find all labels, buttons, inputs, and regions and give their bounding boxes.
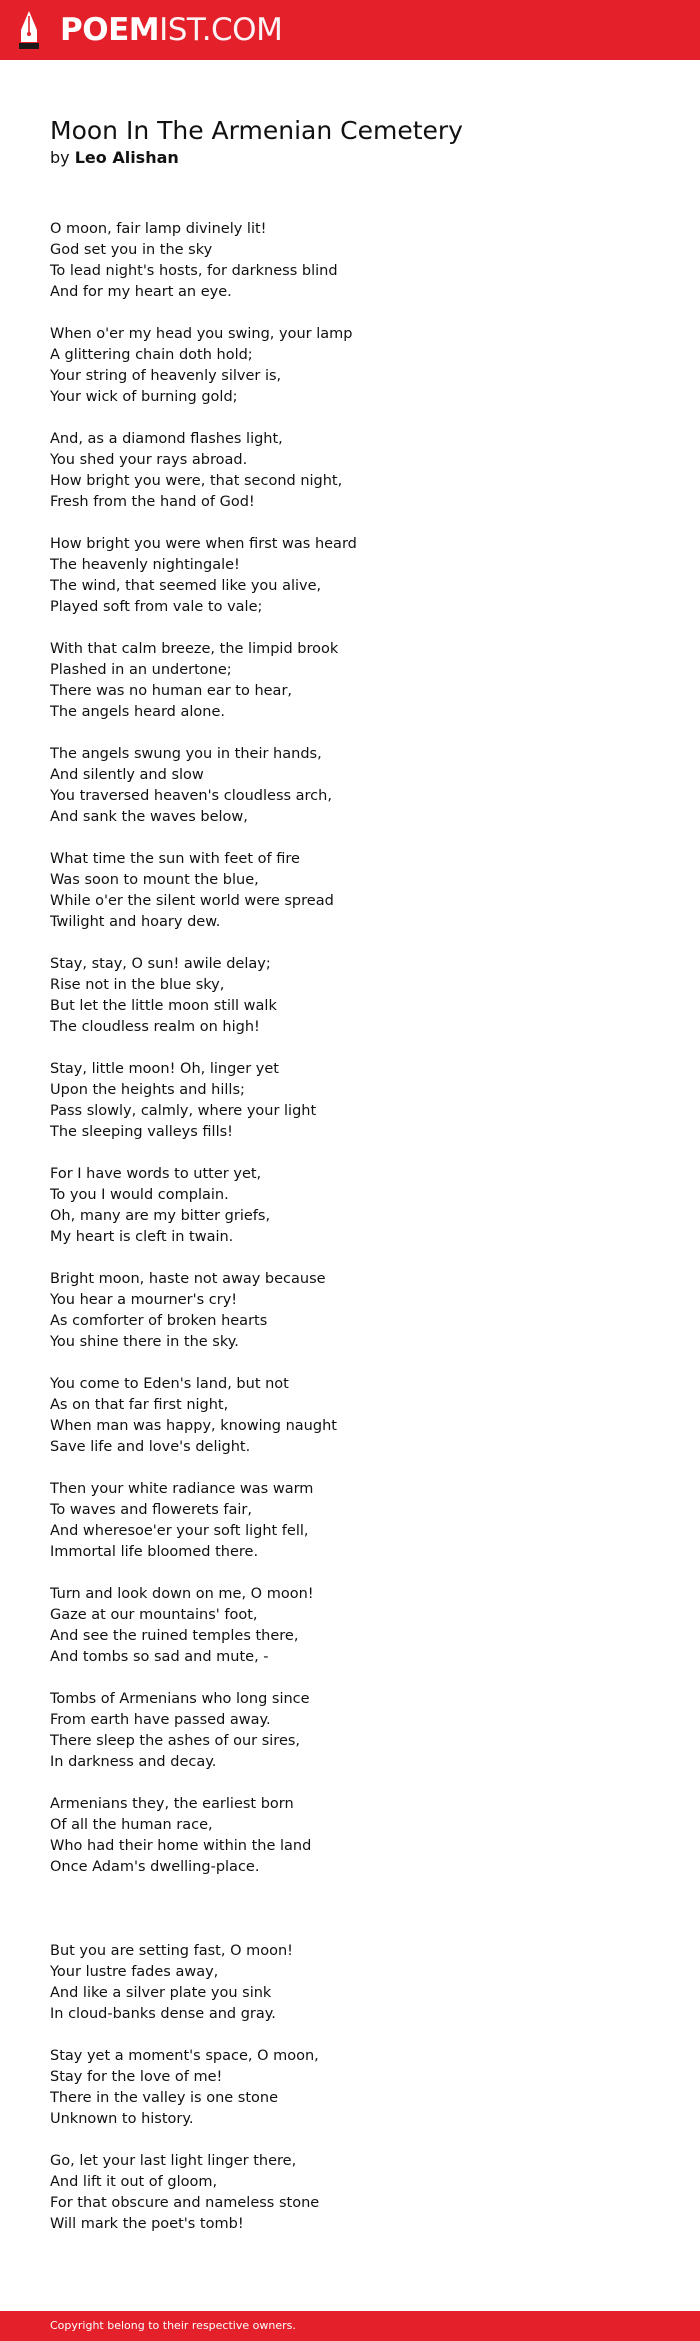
stanza: [50, 1584, 650, 1668]
poem-line: To waves and flowerets fair,: [50, 1502, 252, 1518]
poem-line: There sleep the ashes of our sires,: [50, 1733, 301, 1749]
poem-line: With that calm breeze, the limpid brook: [50, 641, 339, 657]
poem-line: The angels swung you in their hands,: [50, 746, 322, 762]
stanza: [50, 1941, 650, 2025]
poem-line: Will mark the poet's tomb!: [50, 2216, 244, 2232]
poem-line: For that obscure and nameless stone: [50, 2195, 320, 2211]
stanza: [50, 219, 650, 303]
poem-line: The wind, that seemed like you alive,: [50, 578, 322, 594]
poem-line: Go, let your last light linger there,: [50, 2153, 297, 2169]
poem-line: God set you in the sky: [50, 242, 213, 258]
stanza: [50, 2151, 650, 2235]
stanza: [50, 324, 650, 408]
by-label: by: [50, 148, 70, 167]
poem-body: [50, 219, 650, 2256]
site-logo[interactable]: [60, 12, 282, 48]
poem-line: And like a silver plate you sink: [50, 1985, 272, 2001]
poem-line: For I have words to utter yet,: [50, 1166, 262, 1182]
poem-line: In darkness and decay.: [50, 1754, 217, 1770]
poem-line: Armenians they, the earliest born: [50, 1796, 294, 1812]
poem-line: And see the ruined temples there,: [50, 1628, 299, 1644]
poem-line: Tombs of Armenians who long since: [50, 1691, 310, 1707]
poem-line: There was no human ear to hear,: [50, 683, 293, 699]
poem-line: And silently and slow: [50, 767, 204, 783]
stanza: [50, 1374, 650, 1458]
poem-line: You hear a mourner's cry!: [50, 1292, 238, 1308]
poem-line: Your lustre fades away,: [50, 1964, 219, 1980]
logo-bold-text: POEM: [60, 12, 160, 48]
poem-line: You come to Eden's land, but not: [50, 1376, 289, 1392]
poem-line: And wheresoe'er your soft light fell,: [50, 1523, 309, 1539]
poem-line: Was soon to mount the blue,: [50, 872, 259, 888]
logo-light-text: IST.COM: [159, 12, 283, 48]
poem-line: Upon the heights and hills;: [50, 1082, 245, 1098]
pen-nib-icon[interactable]: [17, 10, 41, 50]
poem-title: Moon In The Armenian Cemetery: [50, 116, 463, 145]
poem-line: Oh, many are my bitter griefs,: [50, 1208, 271, 1224]
poem-line: Rise not in the blue sky,: [50, 977, 225, 993]
poem-line: Fresh from the hand of God!: [50, 494, 255, 510]
poem-line: Played soft from vale to vale;: [50, 599, 263, 615]
poem-line: To you I would complain.: [50, 1187, 229, 1203]
copyright-text: Copyright belong to their respective owners.: [50, 2319, 296, 2332]
poem-line: And tombs so sad and mute, -: [50, 1649, 269, 1665]
poem-line: Bright moon, haste not away because: [50, 1271, 326, 1287]
stanza: [50, 1479, 650, 1563]
poem-line: And lift it out of gloom,: [50, 2174, 218, 2190]
poem-line: There in the valley is one stone: [50, 2090, 279, 2106]
poem-line: But let the little moon still walk: [50, 998, 277, 1014]
poem-line: Immortal life bloomed there.: [50, 1544, 259, 1560]
poem-line: The cloudless realm on high!: [50, 1019, 260, 1035]
poem-line: And, as a diamond flashes light,: [50, 431, 283, 447]
poem-line: Twilight and hoary dew.: [50, 914, 221, 930]
poem-line: Pass slowly, calmly, where your light: [50, 1103, 317, 1119]
poem-line: O moon, fair lamp divinely lit!: [50, 221, 267, 237]
stanza: [50, 639, 650, 723]
poem-line: A glittering chain doth hold;: [50, 347, 253, 363]
poem-line: Of all the human race,: [50, 1817, 213, 1833]
poem-line: You shine there in the sky.: [50, 1334, 239, 1350]
poem-line: When man was happy, knowing naught: [50, 1418, 337, 1434]
poem-line: You shed your rays abroad.: [50, 452, 248, 468]
author-name: Leo Alishan: [74, 148, 179, 167]
stanza: [50, 1689, 650, 1773]
stanza: [50, 1164, 650, 1248]
poem-line: Unknown to history.: [50, 2111, 194, 2127]
poem-line: Stay yet a moment's space, O moon,: [50, 2048, 319, 2064]
stanza: [50, 534, 650, 618]
poem-line: And for my heart an eye.: [50, 284, 232, 300]
poem-line: From earth have passed away.: [50, 1712, 271, 1728]
stanza: [50, 429, 650, 513]
poem-line: The sleeping valleys fills!: [50, 1124, 233, 1140]
poem-line: While o'er the silent world were spread: [50, 893, 334, 909]
poem-byline: [50, 146, 179, 170]
poem-line: But you are setting fast, O moon!: [50, 1943, 293, 1959]
stanza: [50, 744, 650, 828]
poem-line: My heart is cleft in twain.: [50, 1229, 234, 1245]
stanza: [50, 954, 650, 1038]
poem-line: Save life and love's delight.: [50, 1439, 251, 1455]
poem-line: Stay for the love of me!: [50, 2069, 223, 2085]
stanza: [50, 1794, 650, 1878]
poem-line: And sank the waves below,: [50, 809, 248, 825]
poem-line: As on that far first night,: [50, 1397, 229, 1413]
poem-line: Your string of heavenly silver is,: [50, 368, 282, 384]
poem-line: The angels heard alone.: [50, 704, 225, 720]
poem-line: How bright you were when first was heard: [50, 536, 357, 552]
poem-line: When o'er my head you swing, your lamp: [50, 326, 353, 342]
poem-line: Who had their home within the land: [50, 1838, 312, 1854]
stanza: [50, 2046, 650, 2130]
poem-line: The heavenly nightingale!: [50, 557, 240, 573]
poem-line: Plashed in an undertone;: [50, 662, 232, 678]
poem-line: Once Adam's dwelling-place.: [50, 1859, 260, 1875]
stanza: [50, 1059, 650, 1143]
poem-line: What time the sun with feet of fire: [50, 851, 300, 867]
stanza: [50, 1269, 650, 1353]
poem-line: To lead night's hosts, for darkness blind: [50, 263, 338, 279]
poem-line: Stay, little moon! Oh, linger yet: [50, 1061, 279, 1077]
site-footer: [0, 2311, 700, 2341]
stanza: [50, 849, 650, 933]
poem-line: Turn and look down on me, O moon!: [50, 1586, 314, 1602]
poem-line: As comforter of broken hearts: [50, 1313, 268, 1329]
poem-line: You traversed heaven's cloudless arch,: [50, 788, 332, 804]
site-header: [0, 0, 700, 60]
poem-line: How bright you were, that second night,: [50, 473, 343, 489]
poem-line: Then your white radiance was warm: [50, 1481, 314, 1497]
poem-line: Stay, stay, O sun! awile delay;: [50, 956, 271, 972]
poem-line: In cloud-banks dense and gray.: [50, 2006, 276, 2022]
poem-line: Your wick of burning gold;: [50, 389, 238, 405]
poem-line: Gaze at our mountains' foot,: [50, 1607, 258, 1623]
